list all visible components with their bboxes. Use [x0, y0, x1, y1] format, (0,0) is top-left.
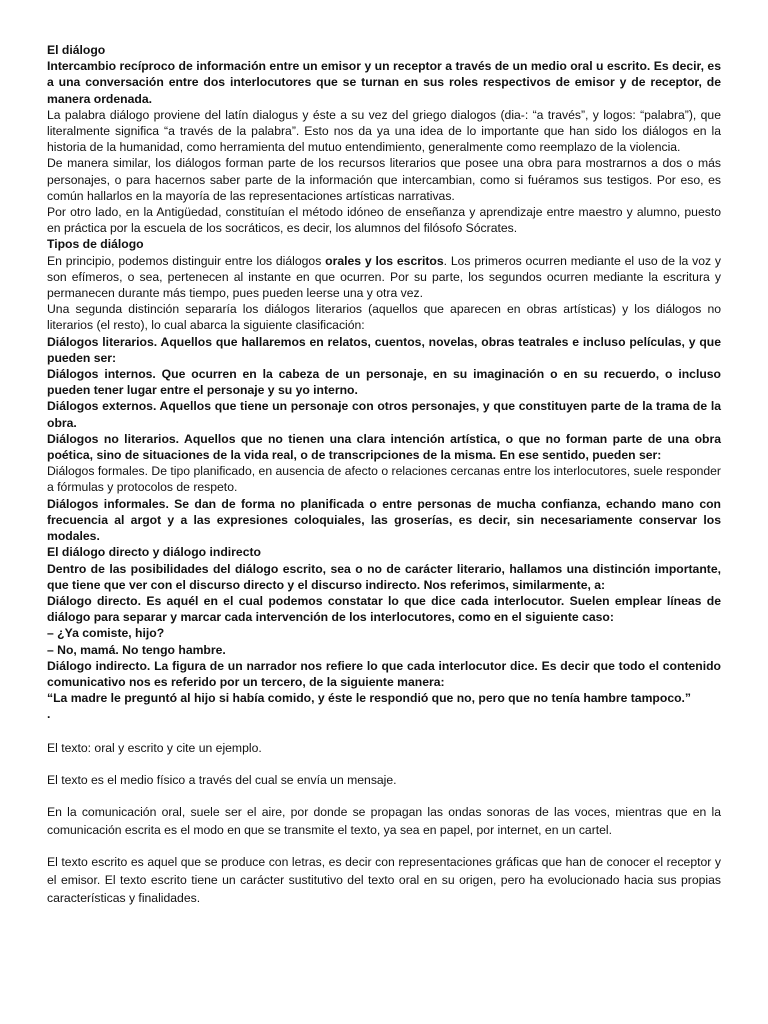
paragraph-medio-fisico: El texto es el medio físico a través del cual se envía un mensaje.	[47, 772, 397, 787]
text-span: . Los primeros ocurren mediante el uso de la voz y son efímeros, o sea, pertenecen al instante en que ocurren. Por su parte, los segundos ocurren mediante la escritura y permanecen durante más tiempo, pues pueden leerse una y otra vez.	[47, 253, 722, 301]
paragraph-oral-escrito	[47, 253, 721, 302]
dialogue-line-2: – No, mamá. No tengo hambre.	[47, 642, 226, 657]
paragraph-literarios: Diálogos literarios. Aquellos que hallaremos en relatos, cuentos, novelas, obras teatrales e incluso películas, y que pueden ser:	[47, 334, 721, 365]
paragraph-externos: Diálogos externos. Aquellos que tiene un personaje con otros personajes, y que constituyen parte de la trama de la obra.	[47, 399, 721, 430]
paragraph-formales: Diálogos formales. De tipo planificado, en ausencia de afecto o relaciones cercanas entre los interlocutores, suele responder a fórmulas y protocolos de respeto.	[47, 464, 721, 495]
quote-example: “La madre le preguntó al hijo si había comido, y éste le respondió que no, pero que no tenía hambre tampoco.”	[47, 691, 692, 706]
paragraph-directo: Diálogo directo. Es aquél en el cual podemos constatar lo que dice cada interlocutor. Suelen emplear líneas de diálogo para separar y marcar cada intervención de los interlocutores, como en el siguiente caso:	[47, 593, 721, 625]
text-span: En principio, podemos distinguir entre los diálogos	[47, 253, 322, 268]
spacer	[47, 839, 721, 853]
paragraph-no-literarios: Diálogos no literarios. Aquellos que no tienen una clara intención artística, o que no forman parte de una obra poética, sino de situaciones de la vida real, o de transcripciones de la misma. En ese sentido, pueden ser:	[47, 431, 721, 463]
paragraph-comunicacion-oral: En la comunicación oral, suele ser el aire, por donde se propagan las ondas sonoras de las voces, mientras que en la comunicación escrita es el modo en que se transmite el texto, ya sea en papel, por internet, en un cartel.	[47, 804, 721, 837]
spacer	[47, 757, 721, 771]
paragraph-internos: Diálogos internos. Que ocurren en la cabeza de un personaje, en su imaginación o en su recuerdo, o incluso pueden tener lugar entre el personaje y su yo interno.	[47, 367, 721, 398]
question-texto: El texto: oral y escrito y cite un ejemplo.	[47, 740, 262, 755]
paragraph-literary: De manera similar, los diálogos forman parte de los recursos literarios que posee una obra para mostrarnos a dos o más personajes, o para hacernos saber parte de la información que intercambian, como si fuéramos sus testigos. Por eso, es común hallarlos en la mayoría de las representaciones artísticas narrativas.	[47, 156, 721, 203]
spacer	[47, 723, 721, 739]
text-bold-span: orales y los escritos	[325, 253, 444, 268]
heading-tipos: Tipos de diálogo	[47, 237, 144, 252]
heading-dialogo: El diálogo	[47, 43, 106, 57]
heading-directo-indirecto: El diálogo directo y diálogo indirecto	[47, 545, 261, 560]
document-page	[47, 42, 721, 907]
paragraph-etymology: La palabra diálogo proviene del latín dialogus y éste a su vez del griego dialogos (dia-: “a través”, y logos: “palabra”), que literalmente significa “a través de la palabra”. Esto nos da ya una idea de lo importante que han sido los diálogos en la historia de la humanidad, como herramienta del mutuo entendimiento, generalmente como reemplazo de la violencia.	[47, 107, 721, 155]
paragraph-posibilidades: Dentro de las posibilidades del diálogo escrito, sea o no de carácter literario, hallamos una distinción importante, que tiene que ver con el discurso directo y el discurso indirecto. Nos referimos, similarmente, a:	[47, 561, 721, 592]
section-dialogo	[47, 42, 721, 723]
paragraph-informales: Diálogos informales. Se dan de forma no planificada o entre personas de mucha confianza, echando mano con frecuencia al argot y a las expresiones coloquiales, las groserías, es decir, sin necesariamente conservar los modales.	[47, 496, 721, 544]
section-texto	[47, 739, 721, 907]
paragraph-segunda-distincion: Una segunda distinción separaría los diálogos literarios (aquellos que aparecen en obras artísticas) y los diálogos no literarios (el resto), lo cual abarca la siguiente clasificación:	[47, 302, 721, 333]
paragraph-indirecto: Diálogo indirecto. La figura de un narrador nos refiere lo que cada interlocutor dice. Es decir que todo el contenido comunicativo nos es referido por un tercero, de la siguiente manera:	[47, 658, 721, 689]
paragraph-definition: Intercambio recíproco de información entre un emisor y un receptor a través de un medio oral u escrito. Es decir, es a una conversación entre dos interlocutores que se turnan en sus roles respectivos de emisor y de receptor, de manera ordenada.	[47, 59, 721, 106]
spacer	[47, 789, 721, 803]
paragraph-texto-escrito: El texto escrito es aquel que se produce con letras, es decir con representaciones gráficas que han de conocer el receptor y el emisor. El texto escrito tiene un carácter sustitutivo del texto oral en su origen, pero ha evolucionado hacia sus propias características y finalidades.	[47, 854, 721, 905]
dialogue-line-1: – ¿Ya comiste, hijo?	[47, 626, 165, 641]
trailing-dot: .	[47, 707, 51, 722]
paragraph-antiquity: Por otro lado, en la Antigüedad, constituían el método idóneo de enseñanza y aprendizaje entre maestro y alumno, puesto en práctica por la escuela de los socráticos, es decir, los alumnos del filósofo Sócrates.	[47, 205, 721, 236]
